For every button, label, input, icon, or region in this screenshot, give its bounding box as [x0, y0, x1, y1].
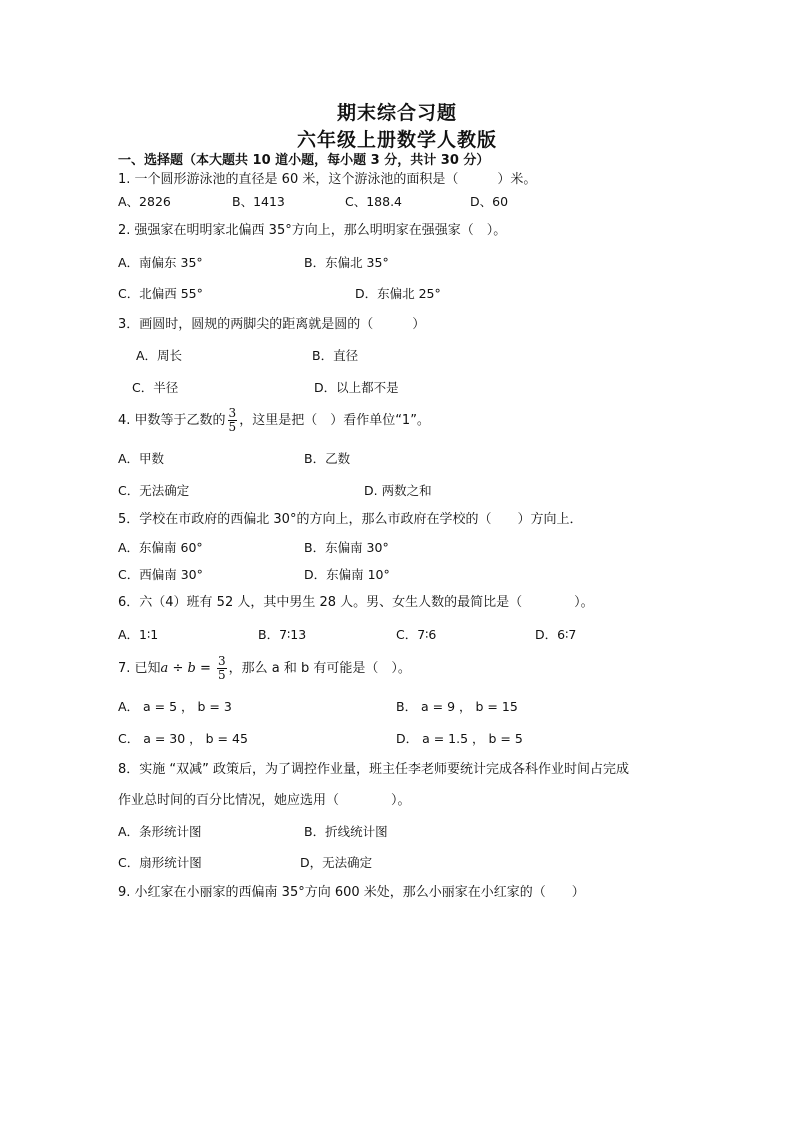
q5-option-c[interactable]: C．西偏南 30° [118, 567, 203, 582]
q2-option-b[interactable]: B．东偏北 35° [304, 255, 389, 270]
q6-option-b[interactable]: B．7∶13 [258, 627, 307, 642]
q1-option-d[interactable]: D、60 [470, 194, 509, 209]
q8-option-b[interactable]: B．折线统计图 [304, 824, 388, 839]
q7-var-a: a [160, 661, 169, 676]
question-9: 9. 小红家在小丽家的西偏南 35°方向 600 米处，那么小丽家在小红家的（ ） [118, 885, 585, 900]
q2-option-d[interactable]: D．东偏北 25° [355, 286, 441, 301]
q6-option-c[interactable]: C．7∶6 [396, 627, 437, 642]
section-title: 一、选择题 [118, 153, 184, 168]
section-note: （本大题共 10 道小题，每小题 3 分，共计 30 分） [183, 153, 490, 168]
q8-option-d[interactable]: D，无法确定 [300, 855, 373, 870]
q4-option-a[interactable]: A．甲数 [118, 451, 165, 466]
q5-option-d[interactable]: D．东偏南 10° [304, 567, 390, 582]
q7-fraction-den: 5 [217, 668, 226, 682]
q6-option-d[interactable]: D．6∶7 [535, 627, 577, 642]
q4-fraction-num: 3 [228, 406, 237, 420]
q5-option-b[interactable]: B．东偏南 30° [304, 540, 389, 555]
q3-option-d[interactable]: D．以上都不是 [314, 380, 399, 395]
q7-div-sign: ÷ [168, 661, 188, 676]
question-3: 3．画圆时，圆规的两脚尖的距离就是圆的（ ） [118, 317, 426, 332]
page-title: 期末综合习题 [336, 102, 457, 124]
page-subtitle: 六年级上册数学人教版 [296, 129, 497, 151]
q4-text-pre: 4. 甲数等于乙数的 [118, 413, 226, 428]
q3-option-b[interactable]: B．直径 [312, 348, 359, 363]
q5-option-a[interactable]: A．东偏南 60° [118, 540, 203, 555]
q7-eq-sign: = [195, 661, 215, 676]
q7-option-b[interactable]: B． a = 9 ， b = 15 [396, 699, 518, 714]
question-4 [118, 406, 430, 436]
question-8-line-1: 8．实施 “双减” 政策后，为了调控作业量，班主任李老师要统计完成各科作业时间占完成 [118, 762, 630, 777]
q7-fraction [217, 655, 227, 682]
q3-option-c[interactable]: C．半径 [132, 380, 179, 395]
q7-text-pre: 7. 已知 [118, 661, 161, 676]
q1-option-b[interactable]: B、1413 [232, 194, 285, 209]
q4-option-d[interactable]: D. 两数之和 [364, 483, 432, 498]
q4-option-c[interactable]: C．无法确定 [118, 483, 190, 498]
question-7 [118, 654, 411, 684]
q6-option-a[interactable]: A．1∶1 [118, 627, 159, 642]
q2-option-a[interactable]: A．南偏东 35° [118, 255, 203, 270]
section-heading [118, 153, 489, 169]
q7-option-d[interactable]: D． a = 1.5 ， b = 5 [396, 731, 523, 746]
q1-option-a[interactable]: A、2826 [118, 194, 171, 209]
question-5: 5．学校在市政府的西偏北 30°的方向上，那么市政府在学校的（ ）方向上． [118, 512, 583, 527]
q1-option-c[interactable]: C、188.4 [345, 194, 403, 209]
q7-fraction-num: 3 [217, 654, 226, 668]
q4-fraction-den: 5 [228, 420, 237, 434]
q4-option-b[interactable]: B．乙数 [304, 451, 351, 466]
question-2: 2. 强强家在明明家北偏西 35°方向上，那么明明家在强强家（ ）。 [118, 223, 507, 238]
q8-option-c[interactable]: C．扇形统计图 [118, 855, 202, 870]
question-1: 1. 一个圆形游泳池的直径是 60 米，这个游泳池的面积是（ ）米。 [118, 172, 537, 187]
q3-option-a[interactable]: A．周长 [136, 348, 183, 363]
q7-text-post: ，那么 a 和 b 有可能是（ ）。 [228, 661, 411, 676]
question-8-line-2: 作业总时间的百分比情况，她应选用（ ）。 [118, 793, 411, 808]
q4-text-post: ，这里是把（ ）看作单位“1”。 [239, 413, 430, 428]
q8-option-a[interactable]: A．条形统计图 [118, 824, 202, 839]
q7-var-b: b [187, 661, 196, 676]
q2-option-c[interactable]: C．北偏西 55° [118, 286, 203, 301]
question-6: 6．六（4）班有 52 人，其中男生 28 人。男、女生人数的最简比是（ ）。 [118, 595, 594, 610]
q7-option-c[interactable]: C． a = 30 ， b = 45 [118, 731, 248, 746]
q7-option-a[interactable]: A． a = 5 ， b = 3 [118, 699, 232, 714]
q4-fraction [228, 407, 238, 434]
